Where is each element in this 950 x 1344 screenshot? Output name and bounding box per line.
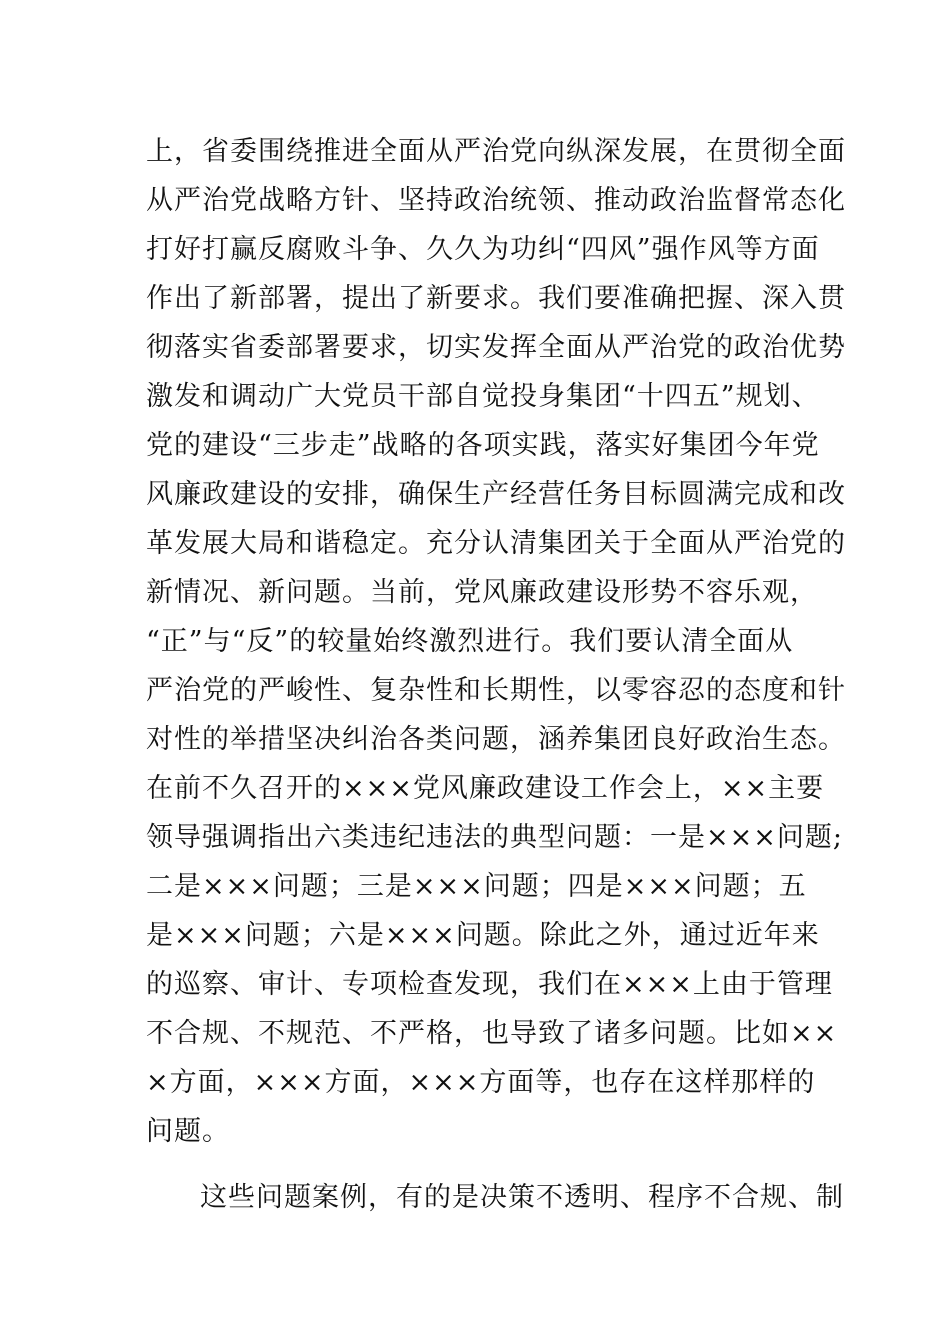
text-line: 是×××问题；六是×××问题。除此之外，通过近年来 [146, 920, 820, 951]
text-line: 作出了新部署，提出了新要求。我们要准确把握、深入贯 [146, 283, 846, 314]
text-line: 打好打赢反腐败斗争、久久为功纠“四风”强作风等方面 [146, 234, 820, 265]
text-line: 新情况、新问题。当前，党风廉政建设形势不容乐观， [146, 577, 818, 608]
text-line: 二是×××问题；三是×××问题；四是×××问题；五 [146, 871, 807, 902]
text-line: 激发和调动广大党员干部自觉投身集团“十四五”规划、 [146, 381, 820, 412]
text-line: ×方面，×××方面，×××方面等，也存在这样那样的 [146, 1067, 816, 1098]
text-line: 党的建设“三步走”战略的各项实践，落实好集团今年党 [146, 430, 820, 461]
text-line: 上，省委围绕推进全面从严治党向纵深发展，在贯彻全面 [146, 136, 846, 167]
text-line: 风廉政建设的安排，确保生产经营任务目标圆满完成和改 [146, 479, 846, 510]
text-line: 革发展大局和谐稳定。充分认清集团关于全面从严治党的 [146, 528, 846, 559]
text-line: 从严治党战略方针、坚持政治统领、推动政治监督常态化 [146, 185, 846, 216]
paragraph-first-line: 这些问题案例，有的是决策不透明、程序不合规、制 [200, 1182, 844, 1213]
text-line: 对性的举措坚决纠治各类问题，涵养集团良好政治生态。 [146, 724, 846, 755]
text-line: 问题。 [146, 1116, 230, 1147]
text-line: 严治党的严峻性、复杂性和长期性，以零容忍的态度和针 [146, 675, 846, 706]
text-line: 的巡察、审计、专项检查发现，我们在×××上由于管理 [146, 969, 833, 1000]
text-line: “正”与“反”的较量始终激烈进行。我们要认清全面从 [146, 626, 794, 657]
text-line: 领导强调指出六类违纪违法的典型问题：一是×××问题; [146, 822, 843, 853]
text-line: 在前不久召开的×××党风廉政建设工作会上，××主要 [146, 773, 825, 804]
text-line: 不合规、不规范、不严格，也导致了诸多问题。比如×× [146, 1018, 838, 1049]
text-line: 彻落实省委部署要求，切实发挥全面从严治党的政治优势 [146, 332, 846, 363]
